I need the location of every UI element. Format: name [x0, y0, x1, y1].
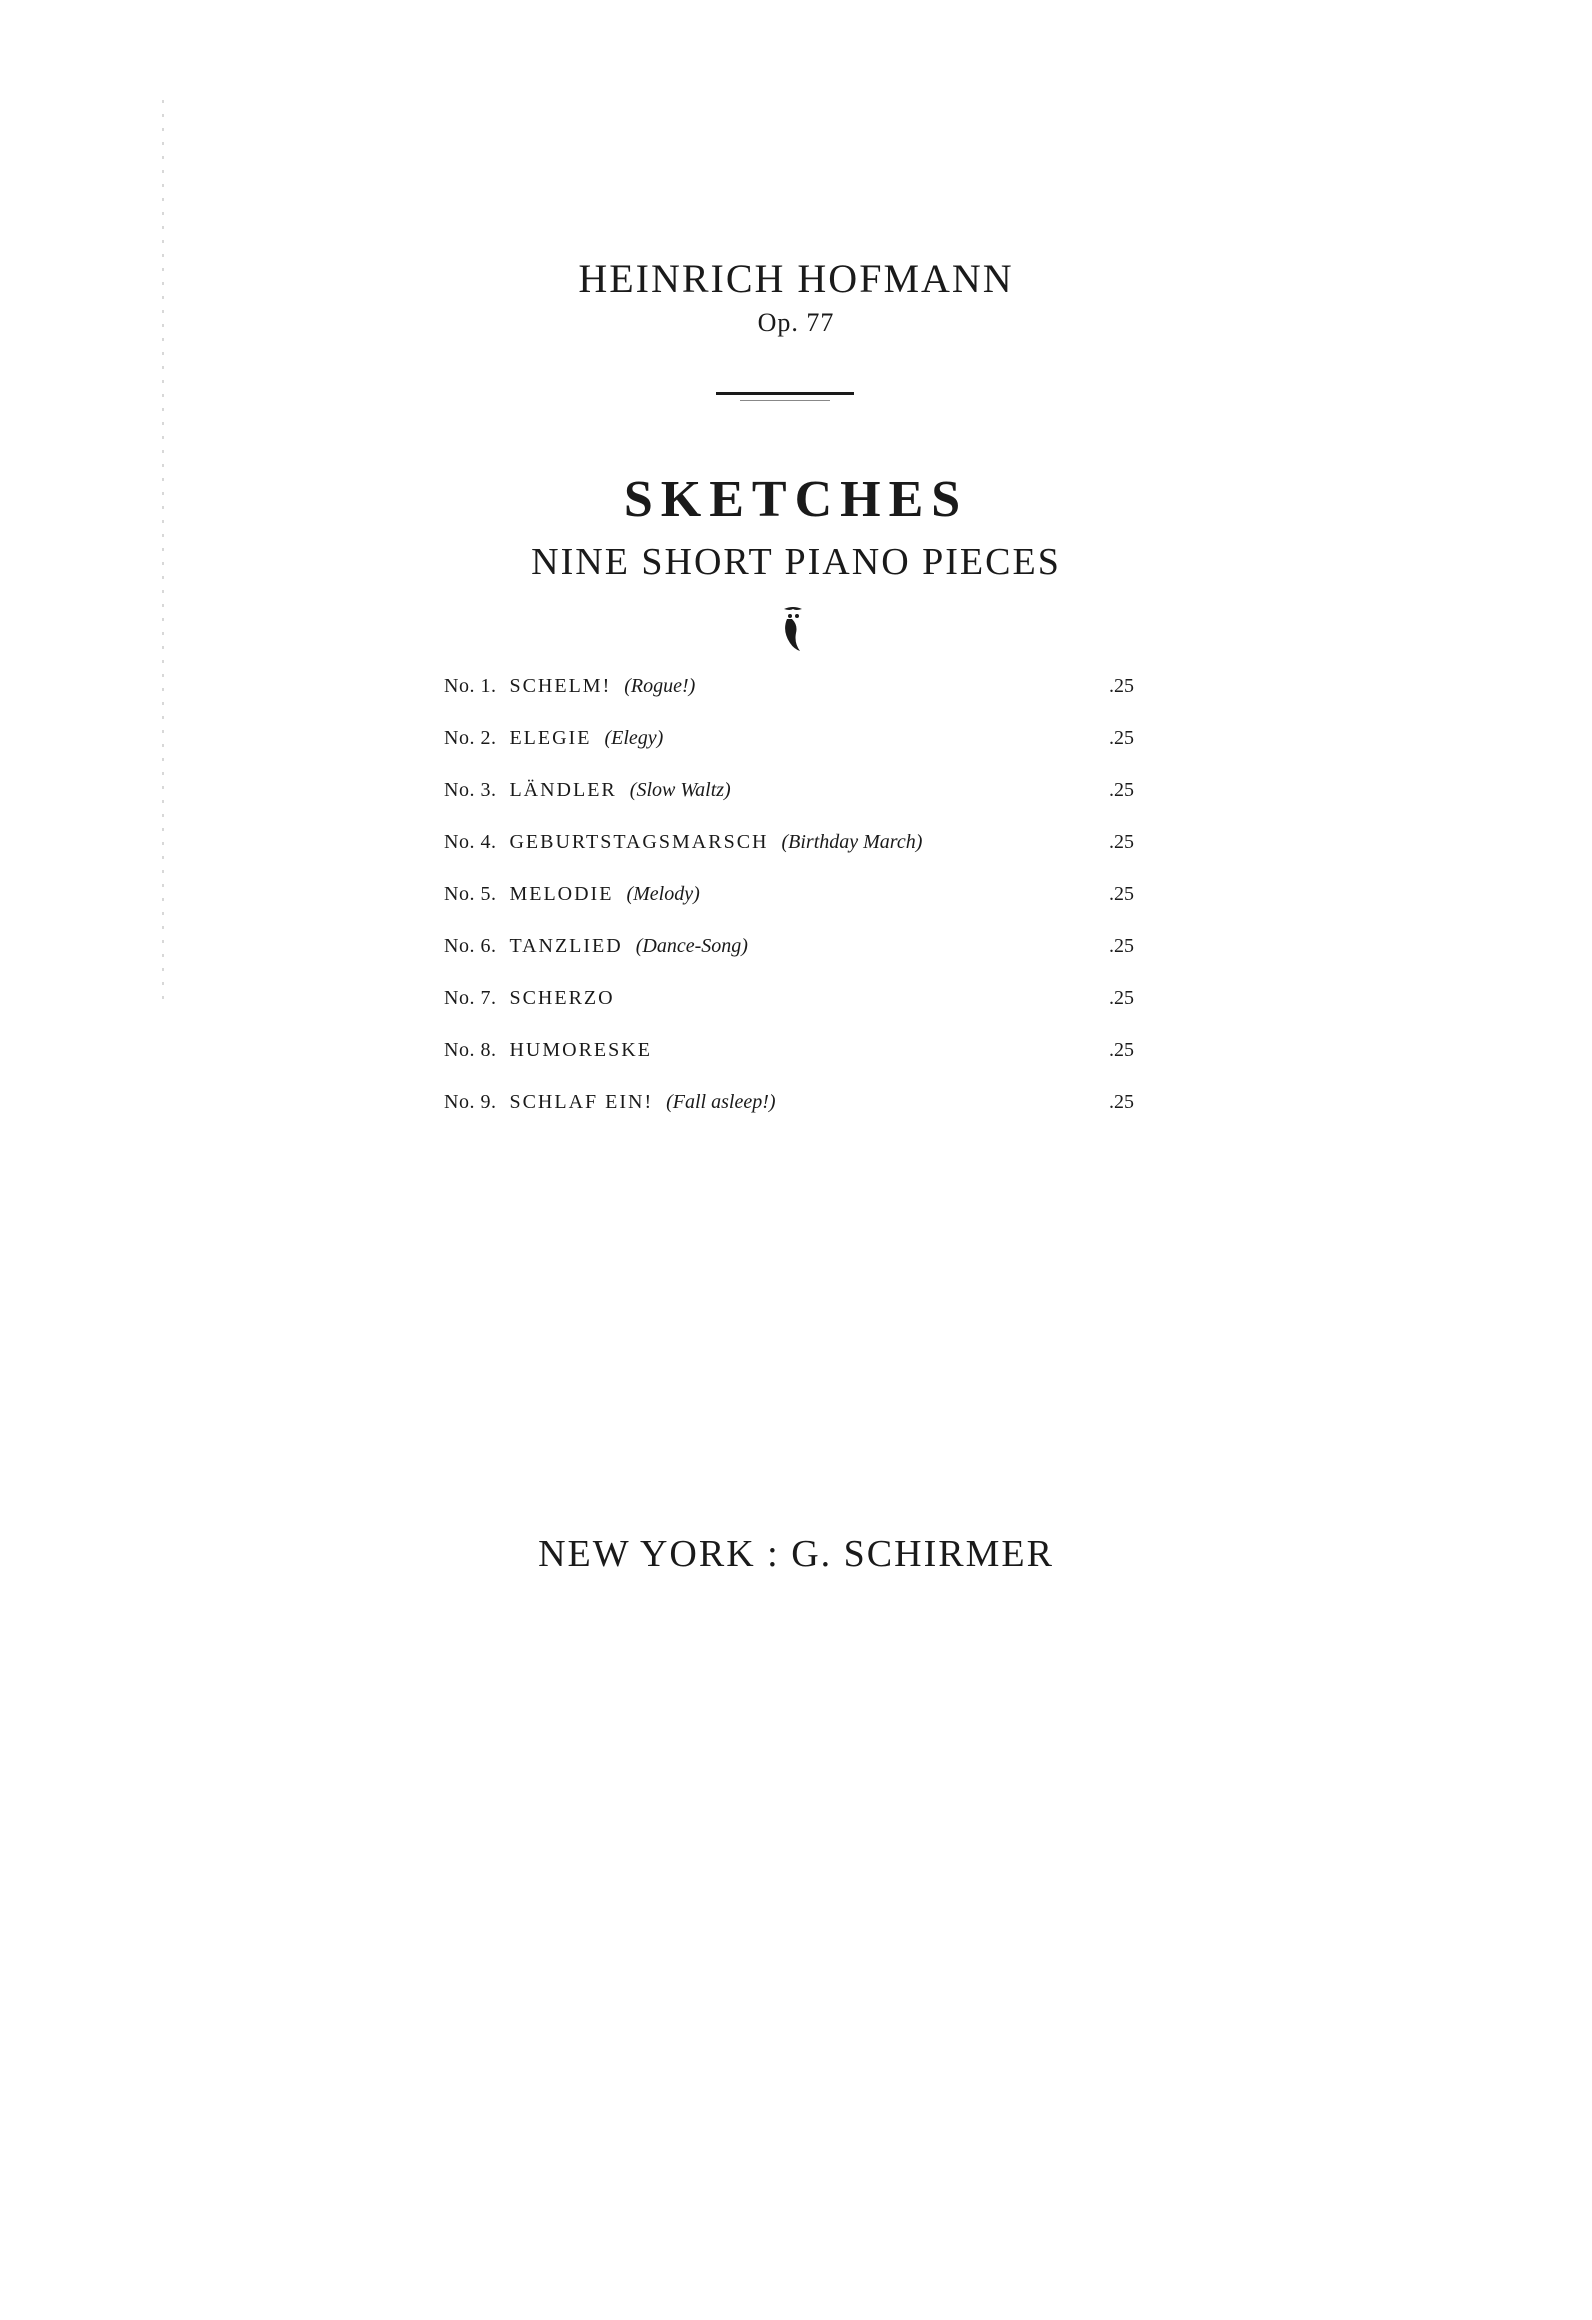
piece-title: HUMORESKE	[509, 1039, 652, 1061]
contents-row	[444, 1039, 1134, 1069]
piece-title: GEBURTSTAGSMARSCH	[509, 831, 769, 853]
contents-row	[444, 727, 1134, 757]
divider-rule	[716, 392, 854, 395]
piece-number: No. 5.	[444, 883, 497, 905]
piece-price: .25	[1109, 883, 1134, 905]
piece-english-title: (Elegy)	[604, 727, 664, 749]
piece-price: .25	[1109, 779, 1134, 801]
contents-row	[444, 935, 1134, 965]
piece-title: TANZLIED	[509, 935, 623, 957]
publisher-imprint: NEW YORK : G. SCHIRMER	[538, 1533, 1054, 1575]
contents-row	[444, 1091, 1134, 1121]
work-subtitle: NINE SHORT PIANO PIECES	[531, 541, 1061, 583]
piece-title: MELODIE	[509, 883, 614, 905]
composer-name: HEINRICH HOFMANN	[578, 256, 1014, 301]
piece-price: .25	[1109, 1091, 1134, 1113]
piece-number: No. 9.	[444, 1091, 497, 1113]
piece-title: ELEGIE	[509, 727, 592, 749]
contents-row	[444, 831, 1134, 861]
piece-number: No. 2.	[444, 727, 497, 749]
piece-number: No. 6.	[444, 935, 497, 957]
piece-price: .25	[1109, 1039, 1134, 1061]
contents-row	[444, 883, 1134, 913]
piece-number: No. 4.	[444, 831, 497, 853]
piece-number: No. 8.	[444, 1039, 497, 1061]
contents-row	[444, 779, 1134, 809]
piece-title: LÄNDLER	[509, 779, 617, 801]
piece-price: .25	[1109, 727, 1134, 749]
piece-title: SCHLAF EIN!	[509, 1091, 654, 1113]
piece-price: .25	[1109, 675, 1134, 697]
piece-number: No. 7.	[444, 987, 497, 1009]
piece-price: .25	[1109, 987, 1134, 1009]
piece-english-title: (Slow Waltz)	[629, 779, 731, 801]
work-title: SKETCHES	[623, 471, 969, 528]
opus-number: Op. 77	[757, 308, 835, 337]
piece-number: No. 1.	[444, 675, 497, 697]
piece-english-title: (Melody)	[626, 883, 700, 905]
piece-english-title: (Dance-Song)	[635, 935, 748, 957]
piece-english-title: (Fall asleep!)	[666, 1091, 776, 1113]
piece-title: SCHERZO	[509, 987, 615, 1009]
contents-row	[444, 987, 1134, 1017]
piece-price: .25	[1109, 935, 1134, 957]
piece-number: No. 3.	[444, 779, 497, 801]
divider-rule-thin	[740, 400, 830, 401]
piece-english-title: (Rogue!)	[624, 675, 696, 697]
piece-title: SCHELM!	[509, 675, 612, 697]
contents-row	[444, 675, 1134, 705]
lyre-ornament-icon	[778, 605, 808, 653]
piece-price: .25	[1109, 831, 1134, 853]
piece-english-title: (Birthday March)	[781, 831, 923, 853]
